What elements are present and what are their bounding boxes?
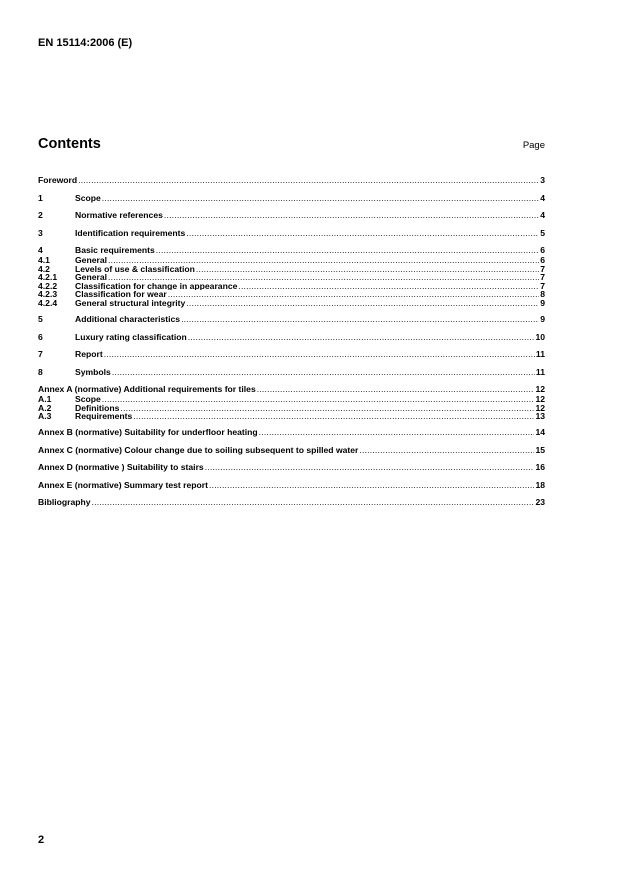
dot-leader	[186, 299, 539, 308]
toc-entry-page: 18	[535, 479, 545, 490]
toc-entry-title: Annex D (normative ) Suitability to stairs	[38, 462, 204, 473]
toc-entry-title: Scope	[75, 395, 101, 404]
toc-entry-title: Symbols	[75, 366, 111, 377]
toc-entry[interactable]	[38, 282, 545, 291]
toc-entry-number: 4.2.1	[38, 273, 58, 282]
toc-entry[interactable]	[38, 412, 545, 421]
toc-entry[interactable]	[38, 480, 545, 491]
toc-entry-title: Bibliography	[38, 497, 91, 508]
toc-entry-title: Annex C (normative) Colour change due to soiling subsequent to spilled water	[38, 444, 359, 455]
toc-entry-number: A.1	[38, 395, 52, 404]
toc-entry-title: General structural integrity	[75, 298, 186, 308]
toc-entry-title: Additional characteristics	[75, 314, 181, 325]
toc-entry-page: 16	[535, 462, 545, 473]
toc-entry-title: Normative references	[75, 210, 163, 220]
toc-entry-title: Classification for wear	[75, 290, 167, 299]
dot-leader	[102, 395, 535, 404]
dot-leader	[92, 497, 535, 508]
toc-entry-page: 7	[540, 281, 545, 291]
toc-entry[interactable]	[38, 193, 545, 204]
toc-entry[interactable]	[38, 228, 545, 239]
toc-entry-page: 10	[535, 331, 545, 342]
toc-entry-number: 6	[38, 331, 43, 342]
toc-entry-page: 6	[540, 245, 545, 255]
table-of-contents	[38, 175, 545, 508]
page-column-heading: Page	[522, 140, 545, 151]
toc-entry[interactable]	[38, 175, 545, 186]
toc-entry[interactable]	[38, 245, 545, 256]
toc-entry-number: 4.1	[38, 256, 50, 265]
dot-leader	[209, 480, 534, 491]
toc-entry-page: 8	[540, 290, 545, 299]
toc-entry[interactable]	[38, 256, 545, 265]
dot-leader	[238, 282, 539, 291]
toc-entry-title: Scope	[75, 192, 101, 203]
toc-entry-title: General	[75, 256, 108, 265]
toc-entry-number: 4.2	[38, 264, 50, 274]
toc-entry[interactable]	[38, 497, 545, 508]
page-number: 2	[38, 834, 45, 846]
toc-entry-number: A.3	[38, 412, 52, 421]
contents-title: Contents	[38, 136, 101, 152]
toc-entry-number: 4.2.4	[38, 298, 58, 308]
toc-entry[interactable]	[38, 265, 545, 274]
toc-entry[interactable]	[38, 299, 545, 308]
toc-entry-title: Luxury rating classification	[75, 331, 187, 342]
toc-entry-title: Levels of use & classification	[75, 264, 195, 274]
toc-entry-title: General	[75, 273, 108, 282]
toc-entry-page: 9	[540, 298, 545, 308]
toc-entry-page: 11	[535, 366, 545, 377]
dot-leader	[259, 427, 535, 438]
toc-entry-title: Classification for change in appearance	[75, 281, 238, 291]
toc-entry-number: 3	[38, 227, 43, 238]
dot-leader	[205, 462, 535, 473]
toc-entry-title: Requirements	[75, 412, 133, 421]
toc-entry-title: Definitions	[75, 403, 120, 413]
toc-entry-page: 5	[540, 227, 545, 238]
toc-entry[interactable]	[38, 404, 545, 413]
toc-entry-title: Annex B (normative) Suitability for underfloor heating	[38, 427, 258, 438]
toc-entry-number: 1	[38, 192, 43, 203]
toc-entry-page: 11	[535, 349, 545, 360]
toc-entry-number: 8	[38, 366, 43, 377]
toc-entry-number: 5	[38, 314, 43, 325]
dot-leader	[120, 404, 534, 413]
dot-leader	[108, 256, 539, 265]
toc-entry[interactable]	[38, 395, 545, 404]
toc-entry[interactable]	[38, 445, 545, 456]
toc-entry-page: 12	[535, 403, 545, 413]
toc-entry-title: Foreword	[38, 175, 78, 185]
dot-leader	[102, 193, 539, 204]
dot-leader	[186, 228, 539, 239]
toc-entry-title: Annex A (normative) Additional requirements for tiles	[38, 384, 256, 395]
dot-leader	[181, 314, 539, 325]
toc-entry-page: 4	[540, 192, 545, 203]
toc-entry-page: 13	[535, 412, 545, 421]
toc-entry-number: 4.2.3	[38, 290, 58, 299]
document-id: EN 15114:2006 (E)	[38, 37, 133, 49]
toc-entry-number: A.2	[38, 403, 52, 413]
dot-leader	[168, 290, 540, 299]
dot-leader	[156, 245, 539, 256]
dot-leader	[104, 349, 535, 360]
toc-entry-page: 14	[535, 427, 545, 438]
toc-entry-number: 4	[38, 245, 43, 255]
toc-entry[interactable]	[38, 349, 545, 360]
dot-leader	[108, 273, 539, 282]
toc-entry-page: 4	[540, 210, 545, 220]
toc-entry-page: 7	[540, 273, 545, 282]
dot-leader	[112, 367, 535, 378]
toc-entry[interactable]	[38, 384, 545, 395]
dot-leader	[133, 412, 534, 421]
toc-entry-page: 23	[535, 497, 545, 508]
toc-entry[interactable]	[38, 210, 545, 221]
toc-entry-page: 3	[540, 175, 545, 185]
dot-leader	[257, 384, 535, 395]
toc-entry-title: Basic requirements	[75, 245, 155, 255]
toc-entry[interactable]	[38, 290, 545, 299]
toc-entry[interactable]	[38, 427, 545, 438]
dot-leader	[78, 175, 539, 186]
toc-entry-page: 12	[535, 395, 545, 404]
toc-entry-page: 9	[540, 314, 545, 325]
toc-entry-number: 2	[38, 210, 43, 220]
toc-entry-title: Report	[75, 349, 103, 360]
toc-entry-number: 7	[38, 349, 43, 360]
toc-entry-title: Identification requirements	[75, 227, 186, 238]
toc-entry-page: 6	[540, 256, 545, 265]
toc-entry-page: 12	[535, 384, 545, 395]
toc-entry-number: 4.2.2	[38, 281, 58, 291]
dot-leader	[164, 210, 539, 221]
dot-leader	[188, 332, 535, 343]
toc-entry-title: Annex E (normative) Summary test report	[38, 479, 209, 490]
dot-leader	[359, 445, 534, 456]
toc-entry[interactable]	[38, 367, 545, 378]
toc-entry[interactable]	[38, 314, 545, 325]
toc-entry[interactable]	[38, 332, 545, 343]
toc-entry-page: 7	[540, 264, 545, 274]
toc-entry[interactable]	[38, 462, 545, 473]
toc-entry-page: 15	[535, 444, 545, 455]
dot-leader	[196, 265, 539, 274]
toc-entry[interactable]	[38, 273, 545, 282]
